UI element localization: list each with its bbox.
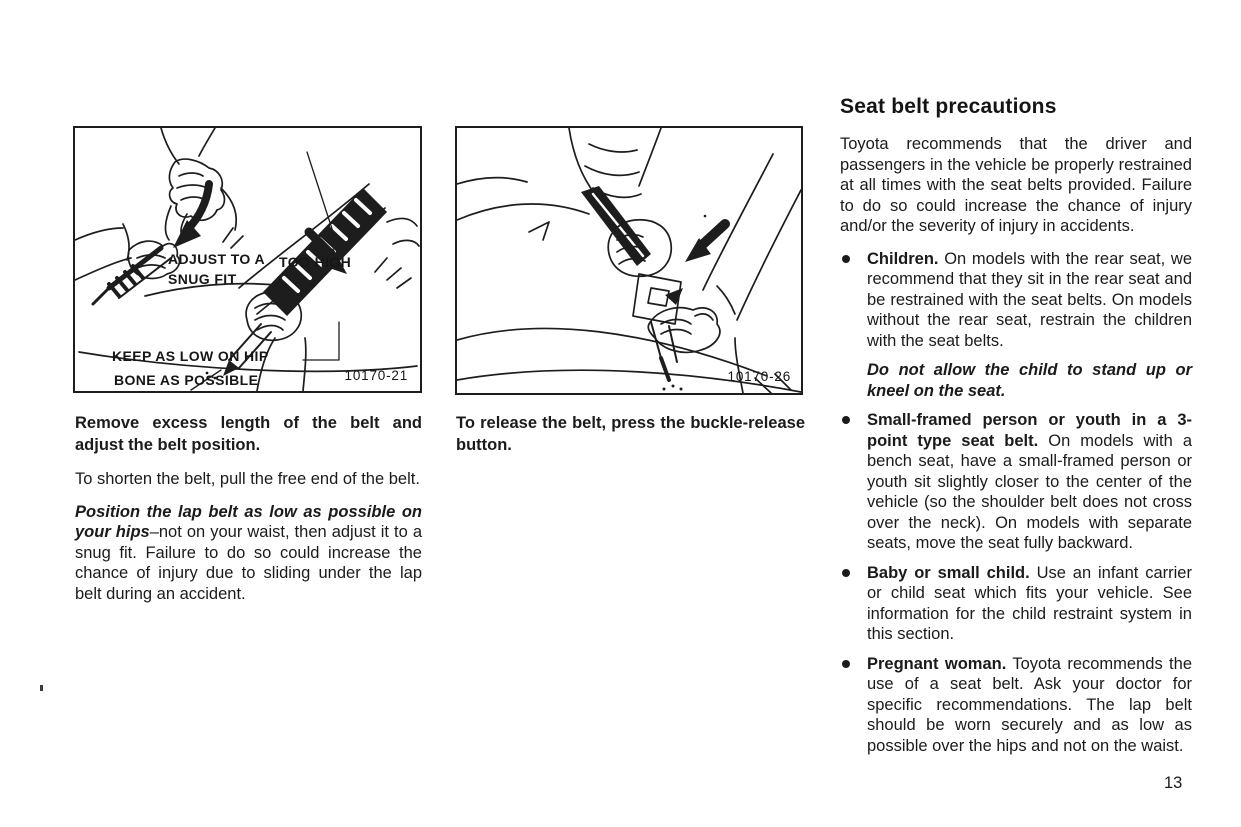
middle-text-column <box>456 412 805 469</box>
baby-text: Use an infant carrier or child seat which fits your vehicle. See information for the child restraint system in this section. <box>867 563 1192 643</box>
bullet-item-baby <box>840 563 1192 645</box>
children-text: On models with the rear seat, we recommend that they sit in the rear seat and be restrained with the seat belts. On models without the rear seat, restrain the children with the seat belts. <box>867 249 1192 350</box>
small-framed-text: On models with a bench seat, have a small-framed person or youth sit slightly closer to the center of the vehicle (so the shoulder belt does not cross over the neck). On models with separate seats, move the seat fully backward. <box>867 431 1193 552</box>
fig1-label-adjust-line1: ADJUST TO A <box>168 251 265 267</box>
pregnant-text: Toyota recommends the use of a seat belt. Ask your doctor for specific recommendations. The lap belt should be worn securely and as low as possible over the hips and not on the waist. <box>867 654 1192 755</box>
pregnant-paragraph <box>867 654 1192 757</box>
children-paragraph <box>867 249 1192 352</box>
page-number: 13 <box>1164 774 1183 792</box>
section-heading: Seat belt precautions <box>840 95 1057 118</box>
bullet-item-pregnant <box>840 654 1192 757</box>
left-text-column <box>75 412 422 604</box>
scan-artifact <box>40 685 43 691</box>
bullet-item-small-framed <box>840 410 1192 554</box>
children-lead: Children. <box>867 249 939 268</box>
precautions-intro-paragraph: Toyota recommends that the driver and passengers in the vehicle be properly restrained at all times with the seat belts provided. Failure to do so could increase the chance of injury and/or the severity of injury in accidents. <box>840 135 1192 235</box>
lap-belt-position-emphasis: Position the lap belt as low as possible on your hips <box>75 502 422 541</box>
bullet-icon <box>842 569 850 577</box>
bullet-icon <box>842 660 850 668</box>
fig1-caption: Remove excess length of the belt and adjust the belt position. <box>75 414 422 454</box>
baby-paragraph <box>867 563 1192 645</box>
bullet-icon <box>842 255 850 263</box>
precautions-bullet-list <box>840 249 1192 757</box>
fig1-label-too-high: TOO HIGH <box>279 254 352 270</box>
children-note: Do not allow the child to stand up or kneel on the seat. <box>867 361 1192 400</box>
shorten-belt-paragraph: To shorten the belt, pull the free end of the belt. <box>75 470 420 488</box>
pregnant-lead: Pregnant woman. <box>867 654 1007 673</box>
fig1-label-adjust-line2: SNUG FIT <box>168 271 237 287</box>
fig2-number: 10170-26 <box>727 369 791 384</box>
bullet-icon <box>842 416 850 424</box>
buckle-release-illustration <box>457 128 801 393</box>
small-framed-paragraph <box>867 410 1192 554</box>
fig1-label-keep-low-line1: KEEP AS LOW ON HIP <box>112 348 269 364</box>
buckle-release-figure <box>455 126 803 395</box>
lap-belt-position-rest: –not on your waist, then adjust it to a snug fit. Failure to do so could increase the chance of injury due to sliding under the lap belt during an accident. <box>75 523 422 603</box>
right-text-column <box>840 95 1192 765</box>
fig1-number: 10170-21 <box>344 368 408 383</box>
small-framed-lead: Small-framed person or youth in a 3-point type seat belt. <box>867 411 1192 450</box>
fig2-caption: To release the belt, press the buckle-release button. <box>456 414 805 454</box>
belt-adjustment-figure <box>73 126 422 393</box>
bullet-item-children <box>840 249 1192 402</box>
lap-belt-position-paragraph <box>75 502 422 605</box>
fig1-label-keep-low-line2: BONE AS POSSIBLE <box>114 372 259 388</box>
baby-lead: Baby or small child. <box>867 563 1030 582</box>
